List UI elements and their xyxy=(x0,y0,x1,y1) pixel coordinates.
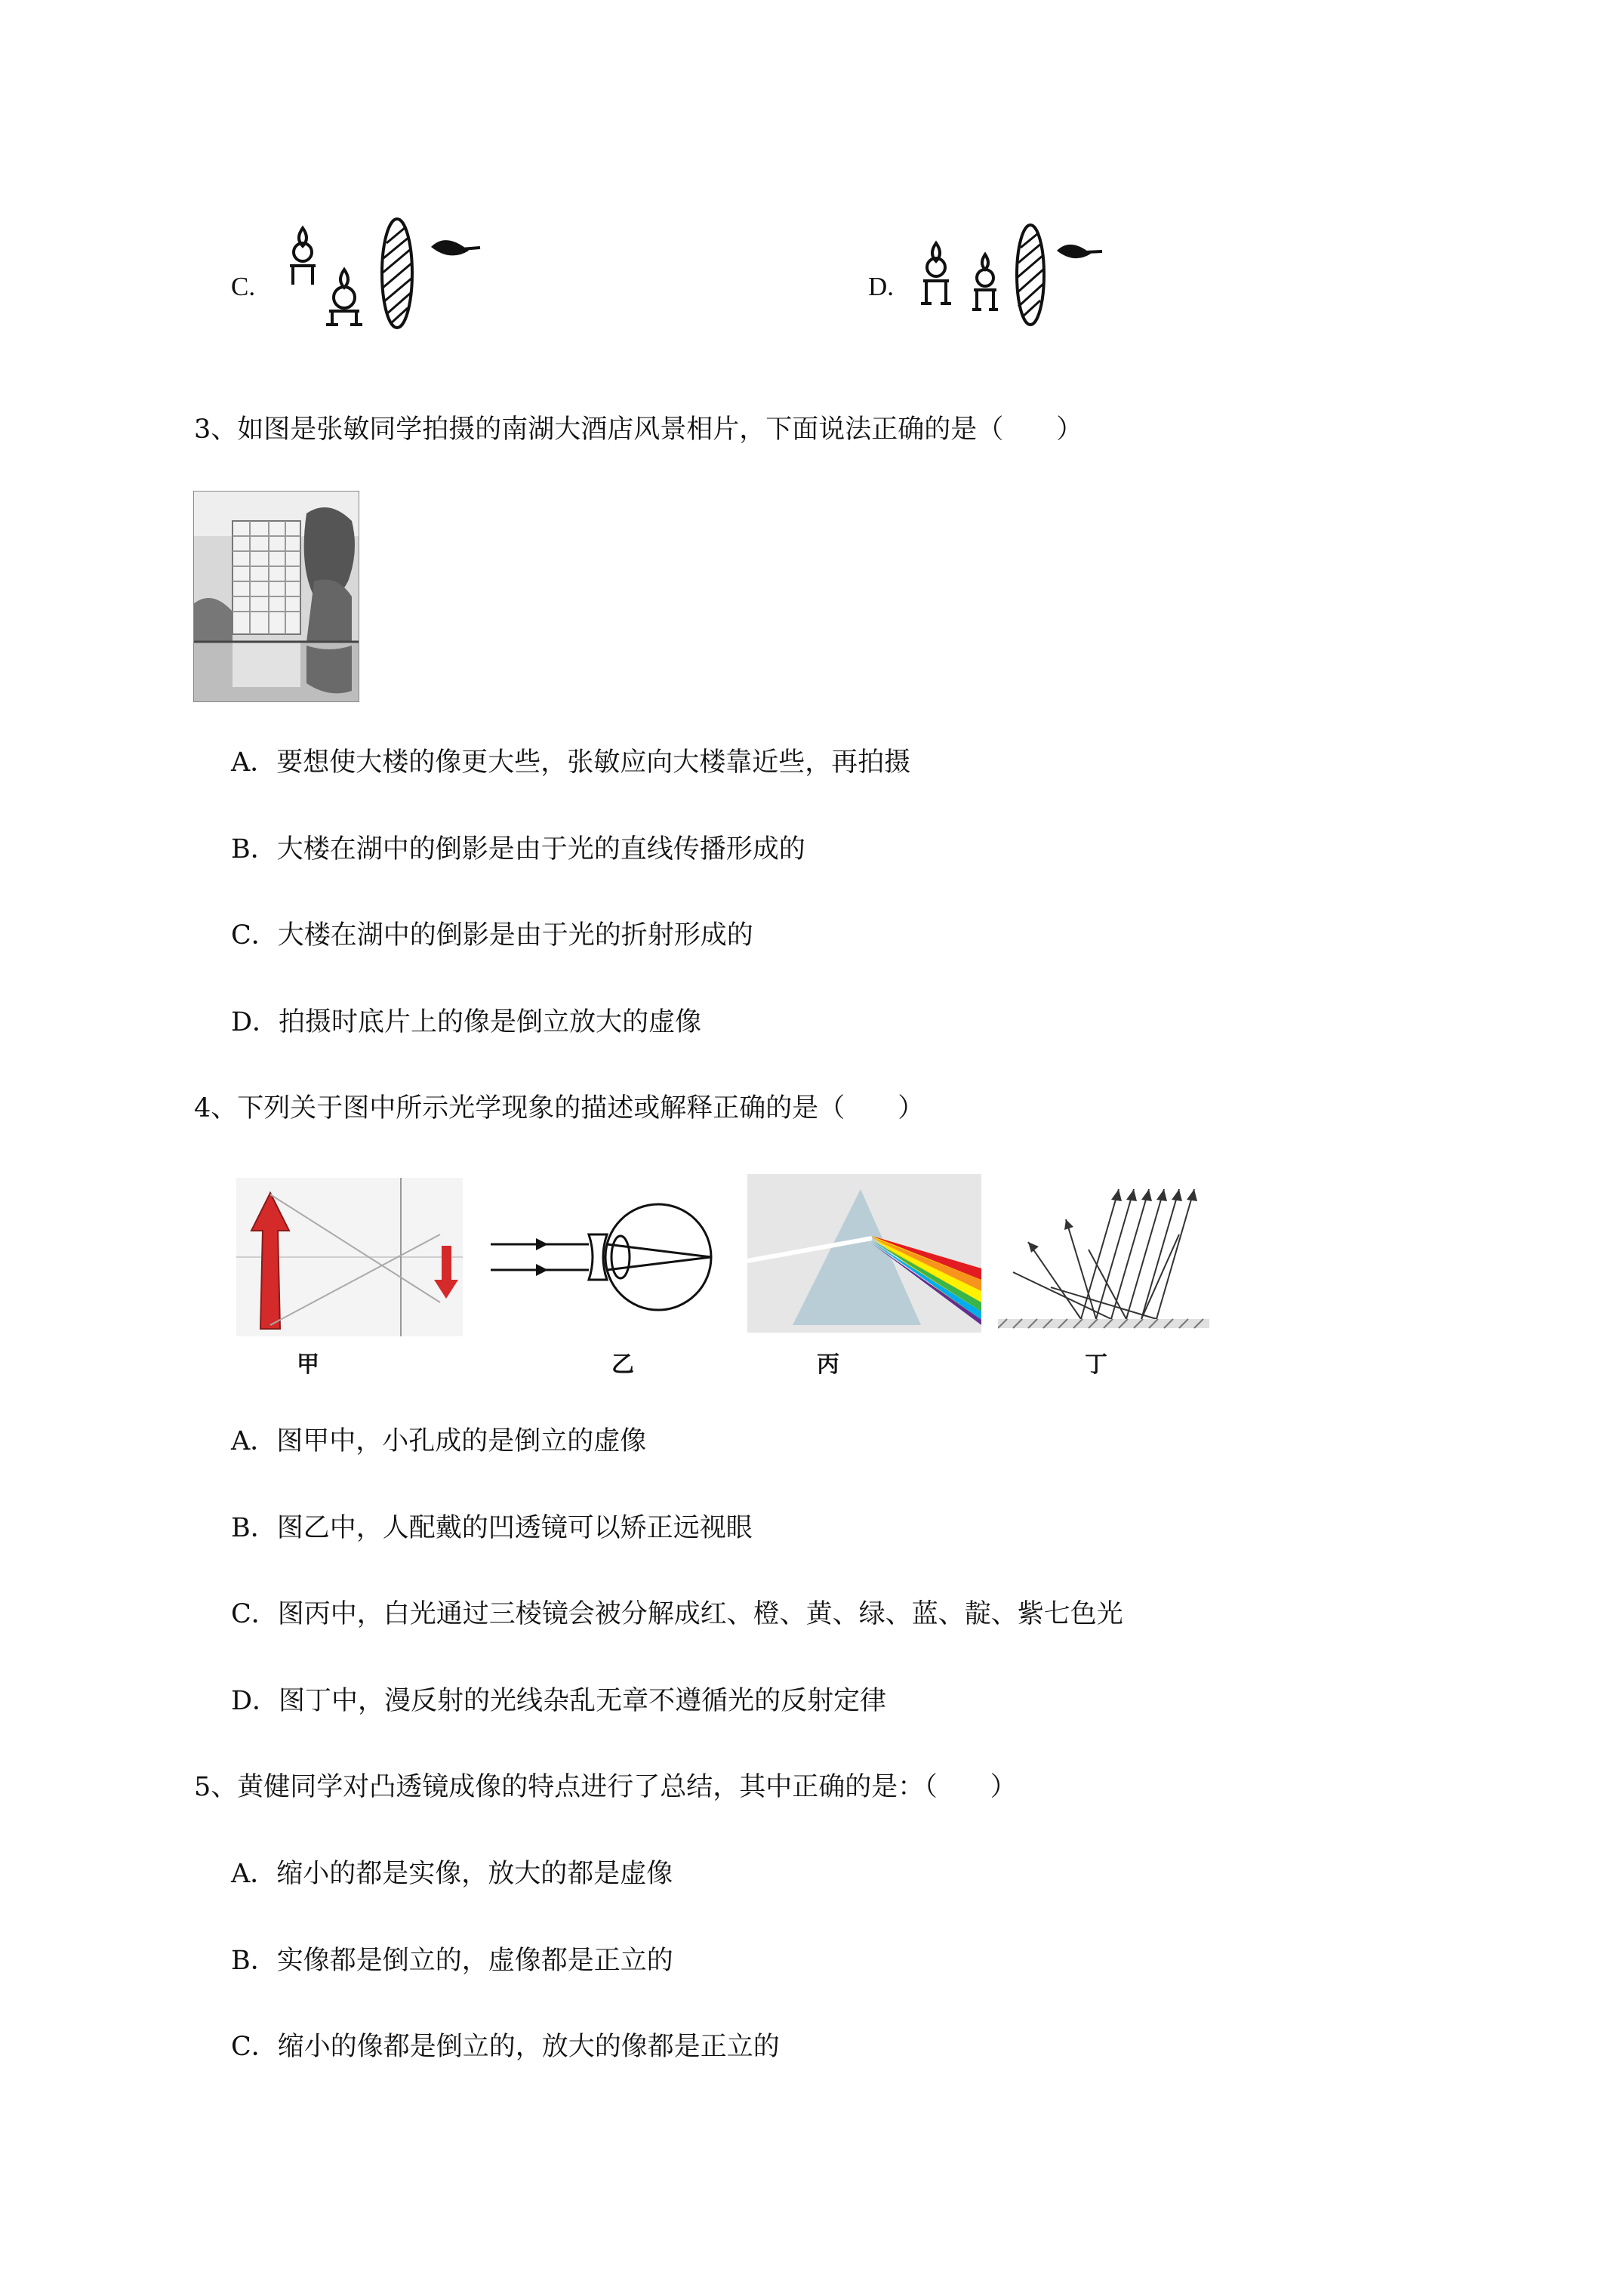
q2-option-d-figure xyxy=(913,220,1125,334)
q5-option-a[interactable]: A．缩小的都是实像，放大的都是虚像 xyxy=(231,1859,673,1889)
figure-ding-diffuse xyxy=(998,1174,1209,1336)
figure-yi-eye xyxy=(491,1178,717,1336)
q3-option-d[interactable]: D．拍摄时底片上的像是倒立放大的虚像 xyxy=(231,1007,702,1037)
q2-option-c-label: C. xyxy=(231,272,256,301)
figure-jia-pinhole xyxy=(236,1178,463,1336)
q3-option-c[interactable]: C．大楼在湖中的倒影是由于光的折射形成的 xyxy=(231,920,753,951)
caption-bing: 丙 xyxy=(817,1351,839,1378)
q3-stem: 3、如图是张敏同学拍摄的南湖大酒店风景相片，下面说法正确的是（ ） xyxy=(194,415,1083,445)
q2-option-d-label: D. xyxy=(868,272,895,301)
q5-stem: 5、黄健同学对凸透镜成像的特点进行了总结，其中正确的是：（ ） xyxy=(194,1772,1017,1802)
q4-option-d[interactable]: D．图丁中，漫反射的光线杂乱无章不遵循光的反射定律 xyxy=(231,1686,887,1716)
q3-option-a[interactable]: A．要想使大楼的像更大些，张敏应向大楼靠近些，再拍摄 xyxy=(231,747,911,778)
caption-yi: 乙 xyxy=(611,1351,634,1378)
q4-option-c[interactable]: C．图丙中，白光通过三棱镜会被分解成红、橙、黄、绿、蓝、靛、紫七色光 xyxy=(231,1599,1123,1629)
hotel-photo xyxy=(193,491,359,702)
q2-option-c-figure xyxy=(276,213,488,334)
q3-option-b[interactable]: B．大楼在湖中的倒影是由于光的直线传播形成的 xyxy=(231,834,805,864)
caption-ding: 丁 xyxy=(1085,1351,1107,1378)
q4-option-a[interactable]: A．图甲中，小孔成的是倒立的虚像 xyxy=(231,1426,647,1456)
q5-option-b[interactable]: B．实像都是倒立的，虚像都是正立的 xyxy=(231,1946,673,1976)
q5-option-c[interactable]: C．缩小的像都是倒立的，放大的像都是正立的 xyxy=(231,2032,780,2062)
q4-option-b[interactable]: B．图乙中，人配戴的凹透镜可以矫正远视眼 xyxy=(231,1513,753,1543)
figure-bing-prism xyxy=(747,1174,981,1333)
caption-jia: 甲 xyxy=(297,1351,319,1378)
q4-stem: 4、下列关于图中所示光学现象的描述或解释正确的是（ ） xyxy=(194,1093,925,1123)
